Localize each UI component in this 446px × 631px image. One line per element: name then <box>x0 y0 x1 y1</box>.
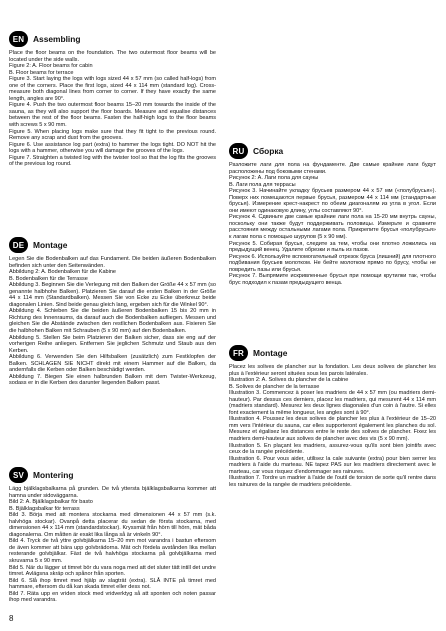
section-de <box>9 237 216 387</box>
language-badge-ru: RU <box>229 143 248 159</box>
section-header <box>229 143 436 159</box>
section-text: Place the floor beams on the foundation. The two outermost floor beams will be located under the side walls. Figure 2: A. Floor beams for cabin B. Floor beams for terrace Figure 3. Start laying the logs with logs sized 44 x 57 mm (so called half-logs) from one of the corners. Place the first logs, sized 44 x 114 mm (standard log). Cross-measure both diagonal lines from corner to corner. If they have exactly the same length, angles are 90°. Figure 4. Push the two outermost floor beams 15–20 mm towards the inside of the sauna, as they will also support the floor boards. Measure and equalise distances between the rest of the floor beams. Fasten the half-high logs to the floor beams with screws 5 x 90 mm. Figure 5. When placing logs make sure that they fit tight to the previous round. Remove any scrap and dust from the grooves. Figure 6. Use assistance log part (extra) to hammer the logs tight. DO NOT hit the logs with a hammer, otherwise you will damage the grooves of the logs. Figure 7. Straighten a twisted log with the twister tool so that the log fits the grooves of the previous log round. <box>9 50 216 168</box>
section-title: Сборка <box>253 146 284 156</box>
page-number: 8 <box>9 614 14 623</box>
section-header <box>9 237 216 253</box>
section-text: Placez les solives de plancher sur la fondation. Les deux solives de plancher les plus à l'extérieur seront situées sous les parois latérales. Illustration 2: A. Solives du plancher de la cabine B. Solives de plancher de la terrasse Illustration 3. Commencez à poser les madriers de 44 x 57 mm (ou madriers demi-hauteur). Par dessus ces derniers, placez les madriers, qui mesurent 44 x 114 mm (madriers standard). Mesurez les deux lignes diagonales d'un coin à l'autre. Si elles font exactement la même longueur, les angles sont à 90°. Illustration 4. Poussez les deux solives de plancher les plus à l'extérieur de 15–20 mm vers l'intérieur du sauna, car elles supporteront également les planches du sol. Mesurez et égalisez les distances entre le reste des solives de plancher. Fixez les madriers demi-hauteur aux solives de plancher avec des vis (5 x 90 mm). Illustration 5. En plaçant les madriers, assurez-vous qu'ils sont bien jointifs avec ceux de la rangée précédente. Illustration 6. Pour vous aider, utilisez la cale suivante (extra) pour bien serrer les madriers à l'aide du marteau. NE tapez PAS sur les madriers directement avec le marteau, car vous risquez d'endommager ses rainures. Illustration 7. Tordre un madrier à l'aide de l'outil de torsion de sorte qu'il rentre dans les rainures de la rangée de madriers précédente. <box>229 364 436 488</box>
language-badge-en: EN <box>9 31 28 47</box>
section-text: Lägg bjälklagsbalkarna på grunden. De två yttersta bjälklagsbalkarna kommer att hamna under sidoväggarna. Bild 2: A. Bjälklagsbalkar för basto B. Bjälklagsbalkar för terrass Bild 3. Börja med att montera stockarna med dimensionen 44 x 57 mm (s.k. halvhöga stockar). Ovanpå detta placerar du sedan de första stockarna, med dimensionen 44 x 114 mm (standardstockar). Kryssmät från hörn till hörn, mät båda diagonalerna. Om måtten är exakt lika långa så är vinkeln 90°. Bild 4. Tryck de två yttre golvbjälkarna 15–20 mm mot varandra i bastun eftersom de även kommer att bära upp golvbrädorna. Mät och fördela avstånden lika mellan resterande golvbjälkar. Fäst de två halvhöga stockarna på golvbjälkarna med skruvarna 5 x 90 mm. Bild 5. När du lägger ut timret bör du vara noga med att det sluter tätt intill det undre timret. Avlägsna skräp och spånor från sporten. Bild 6. Slå ihop timret med hjälp av slagträt (extra). SLÅ INTE på timret med hammare, eftersom du då kan skada timret eller dess not. Bild 7. Räta upp en vriden stock med vridverktyg så att sponten och noten passar ihop med varandra. <box>9 486 216 604</box>
section-title: Montage <box>33 240 68 250</box>
section-en <box>9 31 216 168</box>
section-header <box>229 345 436 361</box>
section-title: Assembling <box>33 34 81 44</box>
section-sv <box>9 467 216 604</box>
language-badge-de: DE <box>9 237 28 253</box>
section-ru <box>229 143 436 286</box>
section-header <box>9 467 216 483</box>
section-text: Разложите лаги для пола на фундаменте. Две самые крайние лаги будут расположены под боковыми стенами. Рисунок 2: A. Лаги пола для сауны B. Лаги пола для террасы Рисунок 3. Начинайте укладку брусьев размером 44 x 57 мм («полубрусья»). Поверх них помещаются первые брусья, размером 44 x 114 мм (стандартные брусья). Измерение крест-накрест по обеим диагоналям из угла в угол. Если они имеют одинаковую длину, углы составляют 90°. Рисунок 4. Сдвиньте две самые крайние лаги пола на 15-20 мм внутрь сауны, поскольку они также будут поддерживать половицы. Измерьте и сравните расстояния между остальными лагами пола. Прикрепите брусья «полубрусья» к лагам пола с помощью шурупов (5 x 90 мм). Рисунок 5. Собирая брусья, следите за тем, чтобы они плотно ложились на предыдущий венец. Удалите обрезки и пыль из пазов. Рисунок 6. Используйте вспомогательный отрезок бруса (лишний) для плотного подбивания брусьев молотком. Не бейте молотком прямо по брусу, чтобы не повредить пазы или брусья. Рисунок 7. Выпрямите искривленные брусья при помощи крутилки так, чтобы брус подходил к пазам предыдущего венца. <box>229 162 436 286</box>
section-text: Legen Sie die Bodenbalken auf das Fundament. Die beiden äußeren Bodenbalken befinden sich unter den Seitenwänden. Abbildung 2: A. Bodenbalken für die Kabine B. Bodenbalken für die Terrasse Abbildung 3. Beginnen Sie die Verlegung mit den Balken der Größe 44 x 57 mm (so genannte halbhohe Balken). Platzieren Sie darauf die ersten Balken in der Größe 44 x 114 mm (Standardbalken). Messen Sie von Ecke zu Ecke überkreuz beide diagonalen Linien. Sind beide genau gleich lang, ergeben sich für die Winkel 90°. Abbildung 4. Schieben Sie die beiden äußeren Bodenbalken 15 bis 20 mm in Richtung des Innenraums, da darauf auch die Bodenbalken aufliegen. Messen und gleichen Sie die Abstände zwischen den restlichen Bodenbalken aus. Fixieren Sie die halbhohen Balken mit Schrauben (5 x 90 mm) auf den Bodenbalken. Abbildung 5. Stellen Sie beim Platzieren der Balken sicher, dass sie eng auf der vorherigen Reihe anliegen. Entfernen Sie jeglichen Schmutz und Staub aus den Kerben. Abbildung 6. Verwenden Sie den Hilfsbalken (zusätzlich) zum Festklopfen der Balken. SCHLAGEN SIE NICHT direkt mit einem Hammer auf die Balken, da andernfalls die Kerben oder Balken beschädigt werden. Abbildung 7. Biegen Sie einen halbrunden Balken mit dem Twister-Werkzeug, sodass er in die Kerben des darunter liegenden Balken passt. <box>9 256 216 387</box>
section-fr <box>229 345 436 488</box>
language-badge-sv: SV <box>9 467 28 483</box>
language-badge-fr: FR <box>229 345 248 361</box>
section-title: Montage <box>253 348 288 358</box>
section-title: Montering <box>33 470 74 480</box>
section-header <box>9 31 216 47</box>
